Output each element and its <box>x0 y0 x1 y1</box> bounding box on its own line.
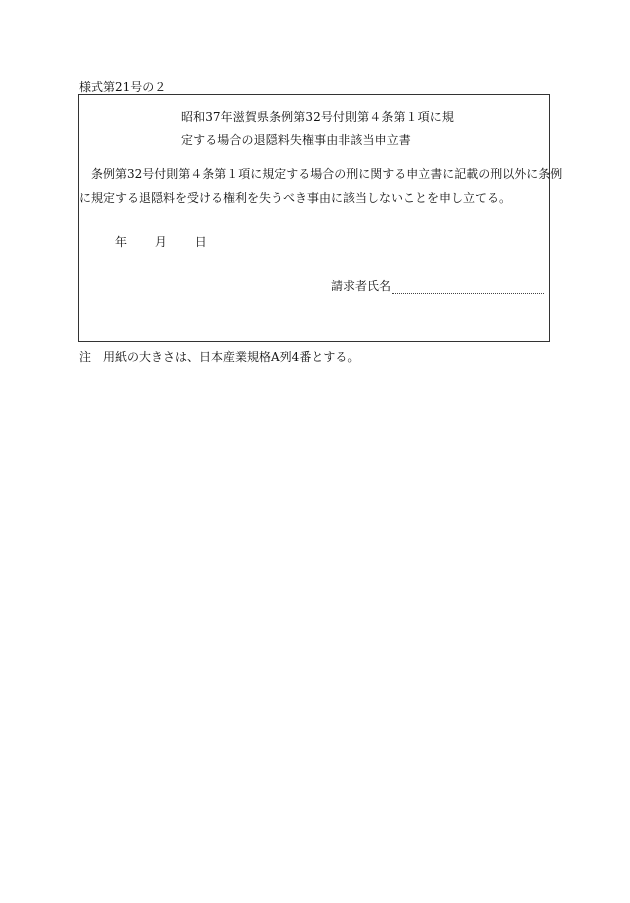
declaration-text-line-2: に規定する退隠料を受ける権利を失うべき事由に該当しないことを申し立てる。 <box>79 191 512 205</box>
date-month-label: 月 <box>154 235 167 249</box>
applicant-name-label: 請求者氏名 <box>331 279 392 293</box>
footnote-mark: 注 <box>79 350 92 364</box>
date-year-label: 年 <box>115 235 128 249</box>
form-title-line-1: 昭和37年滋賀県条例第32号付則第４条第１項に規 <box>181 110 454 124</box>
footnote-text: 用紙の大きさは、日本産業規格A列4番とする。 <box>103 350 360 364</box>
date-row <box>115 234 207 250</box>
date-day-label: 日 <box>194 235 207 249</box>
form-title-line-2: 定する場合の退隠料失権事由非該当申立書 <box>181 133 411 147</box>
form-number: 様式第21号の２ <box>79 80 167 94</box>
declaration-text-line-1: 条例第32号付則第４条第１項に規定する場合の刑に関する申立書に記載の刑以外に条例 <box>91 167 563 181</box>
form-box <box>78 94 563 342</box>
applicant-row <box>331 278 544 294</box>
applicant-name-field[interactable] <box>392 281 544 294</box>
footnote <box>79 349 359 365</box>
